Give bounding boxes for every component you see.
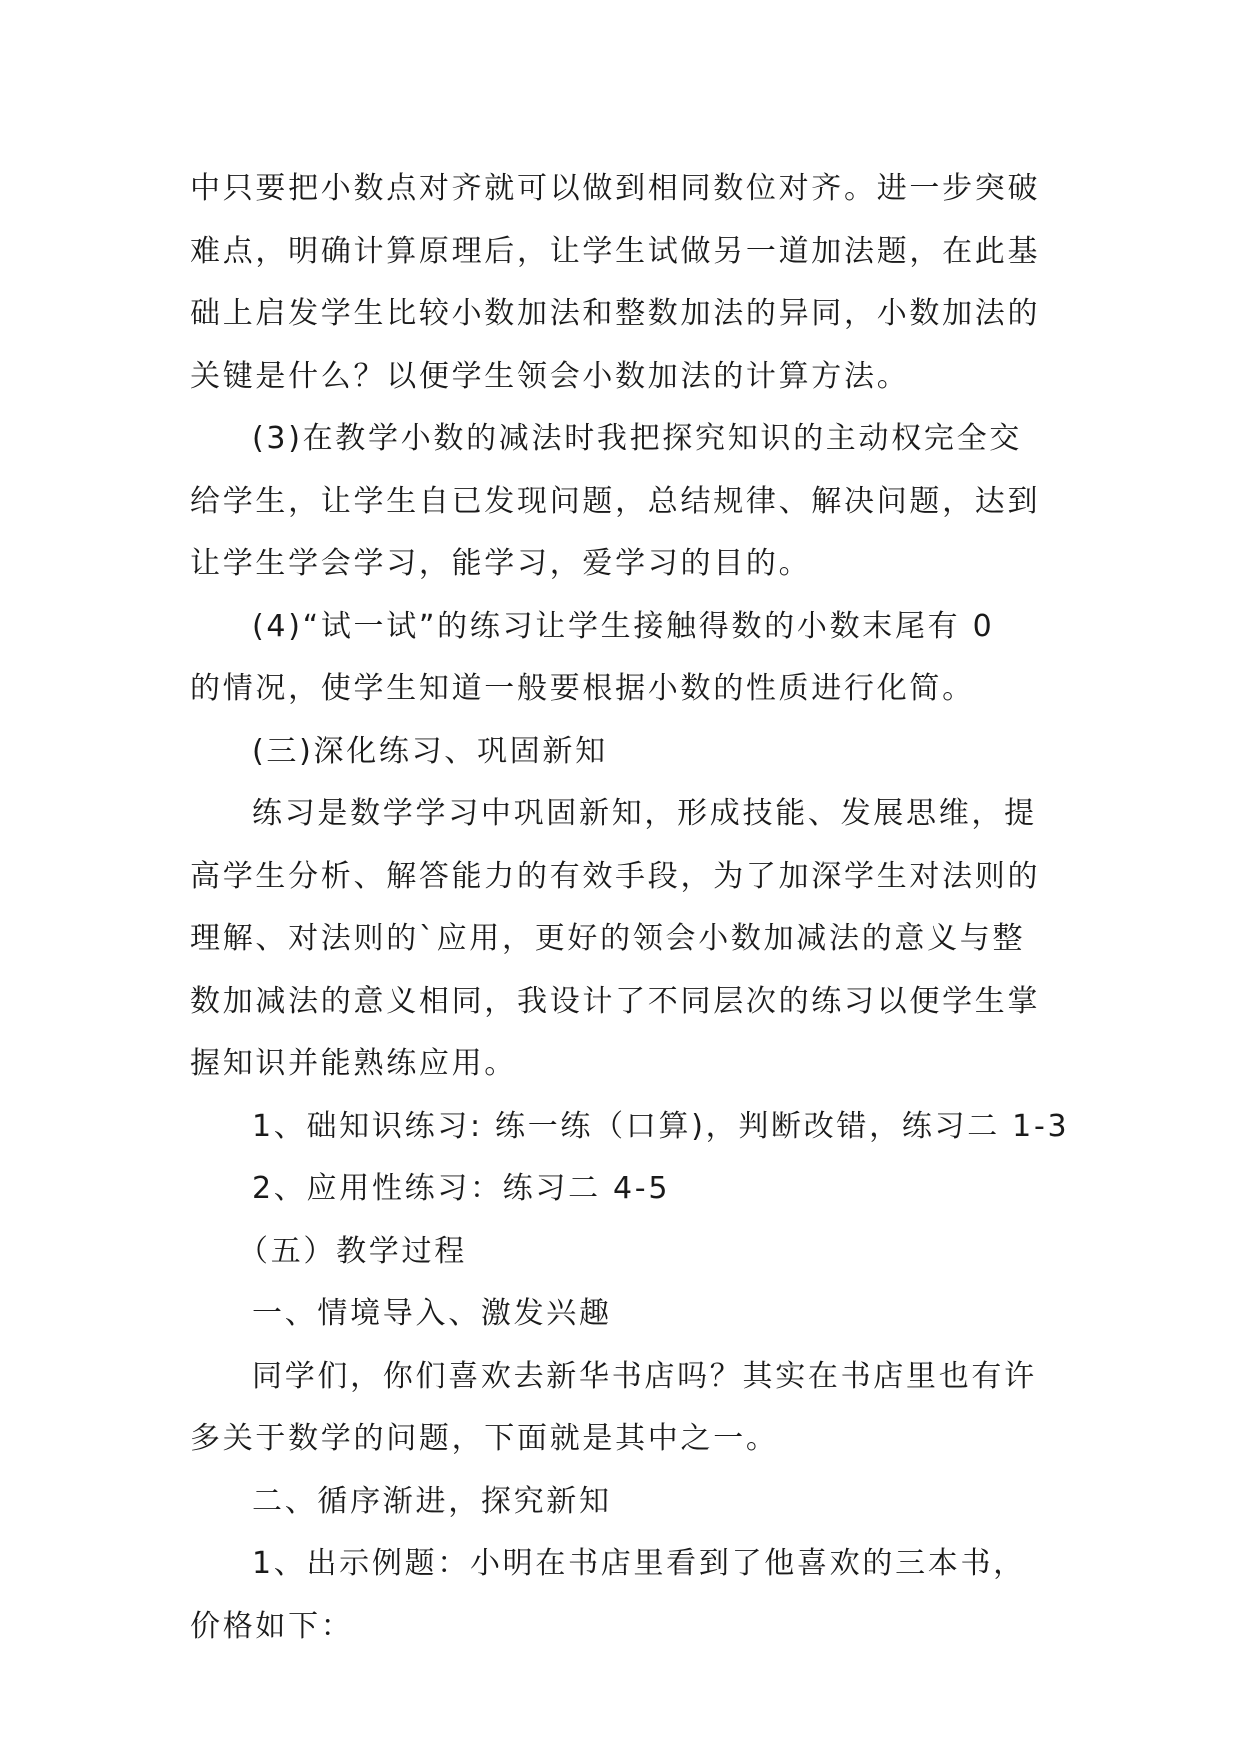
text-line: (4)“试一试”的练习让学生接触得数的小数末尾有 0 xyxy=(252,608,995,644)
text-line: (3)在教学小数的减法时我把探究知识的主动权完全交 xyxy=(252,421,1022,456)
section-heading: 二、循序渐进，探究新知 xyxy=(252,1483,612,1519)
text-line: 高学生分析、解答能力的有效手段，为了加深学生对法则的 xyxy=(190,858,1041,894)
list-item: 2、应用性练习：练习二 4-5 xyxy=(252,1171,671,1206)
text-line: 的情况，使学生知道一般要根据小数的性质进行化简。 xyxy=(190,671,975,706)
document-body xyxy=(190,158,1070,1658)
text-line: 给学生，让学生自已发现问题，总结规律、解决问题，达到 xyxy=(190,483,1041,519)
section-heading: (三)深化练习、巩固新知 xyxy=(252,733,608,769)
text-line: 础上启发学生比较小数加法和整数加法的异同，小数加法的 xyxy=(190,296,1041,331)
text-line: 中只要把小数点对齐就可以做到相同数位对齐。进一步突破 xyxy=(190,171,1041,206)
list-item: 1、础知识练习: 练一练（口算)，判断改错，练习二 1-3 xyxy=(252,1108,1070,1144)
text-line: 理解、对法则的`应用，更好的领会小数加减法的意义与整 xyxy=(190,921,1026,956)
text-line: 难点，明确计算原理后，让学生试做另一道加法题，在此基 xyxy=(190,233,1041,269)
text-line: 练习是数学学习中巩固新知，形成技能、发展思维，提 xyxy=(252,796,1037,831)
text-line: 价格如下： xyxy=(190,1608,354,1644)
text-line: 多关于数学的问题，下面就是其中之一。 xyxy=(190,1421,779,1456)
text-line: 同学们，你们喜欢去新华书店吗？其实在书店里也有许 xyxy=(252,1358,1037,1394)
text-line: 数加减法的意义相同，我设计了不同层次的练习以便学生掌 xyxy=(190,983,1041,1019)
list-item: 1、出示例题：小明在书店里看到了他喜欢的三本书， xyxy=(252,1546,1026,1581)
text-line: 握知识并能熟练应用。 xyxy=(190,1046,517,1081)
text-line: 关键是什么？以便学生领会小数加法的计算方法。 xyxy=(190,358,910,394)
section-heading: （五）教学过程 xyxy=(238,1233,467,1269)
section-heading: 一、情境导入、激发兴趣 xyxy=(252,1296,612,1331)
text-line: 让学生学会学习，能学习，爱学习的目的。 xyxy=(190,546,812,581)
